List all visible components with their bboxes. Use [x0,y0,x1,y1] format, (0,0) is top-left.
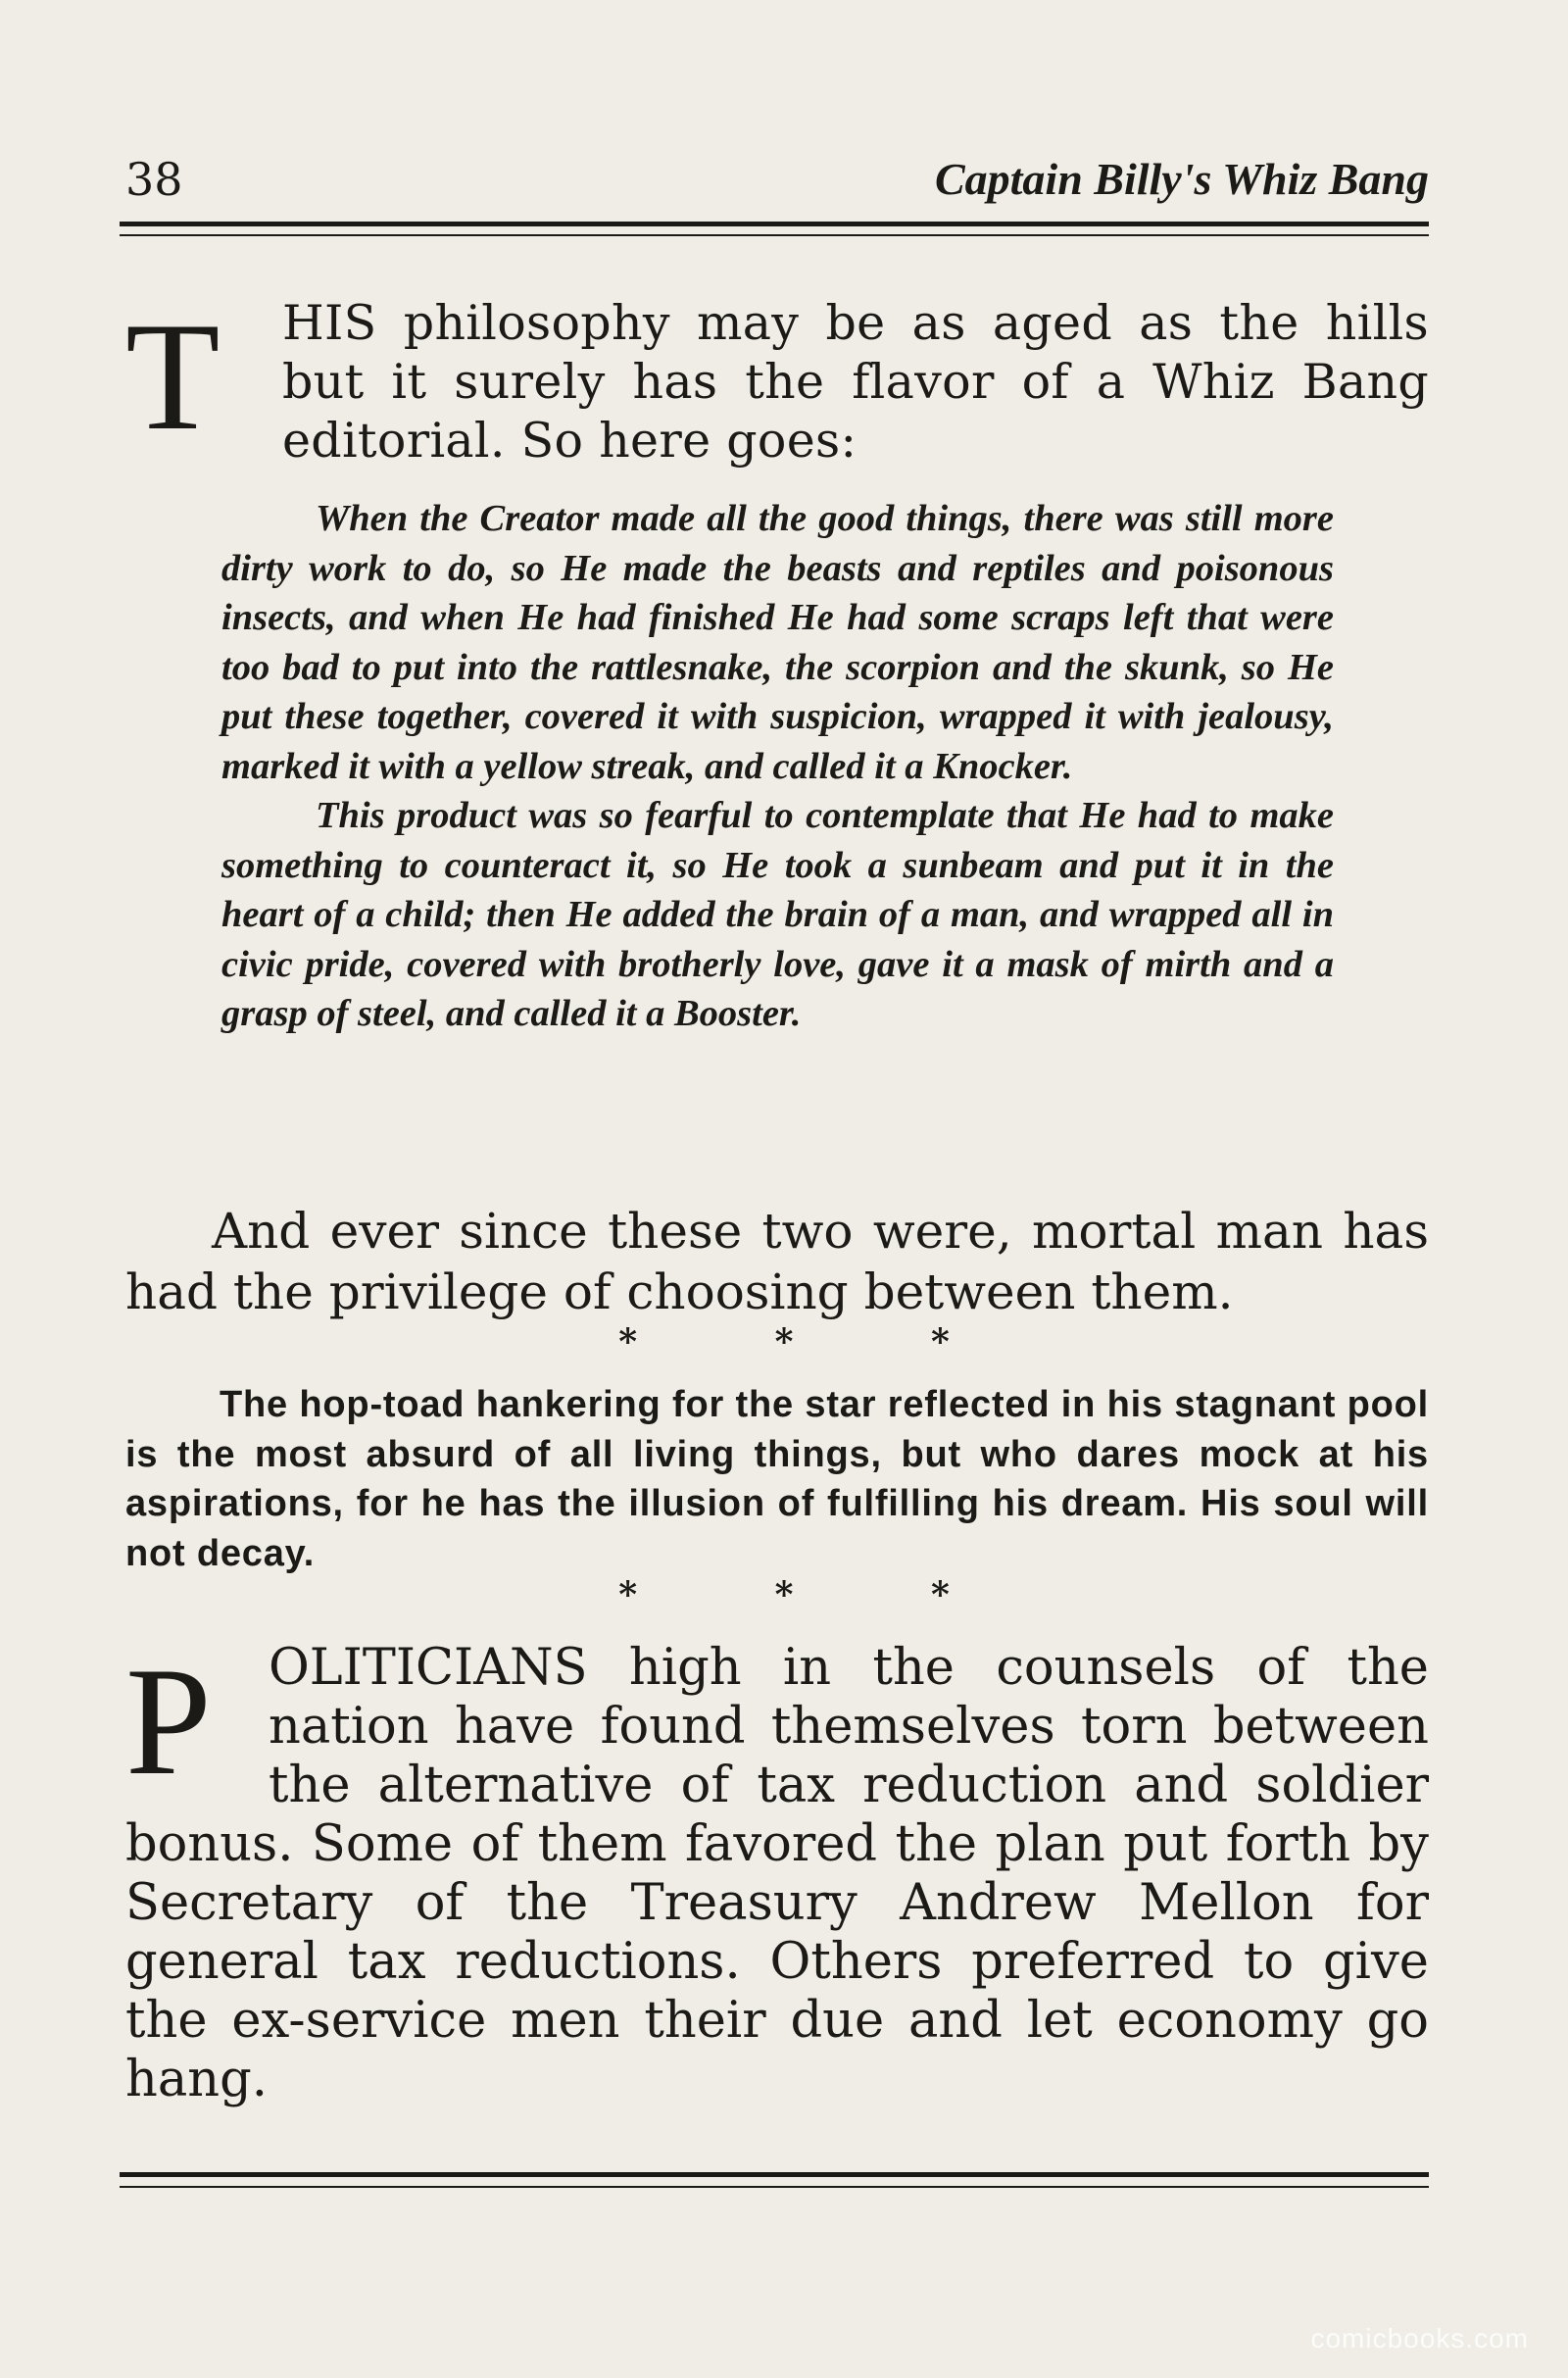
politicians-drop-cap: P [125,1636,212,1808]
running-title: Captain Billy's Whiz Bang [934,154,1429,204]
intro-drop-cap: T [125,291,220,463]
intro-section [125,291,1429,480]
verse-paragraph-knocker: When the Creator made all the good things, there was still more dirty work to do, so He made the beasts and reptiles and poisonous insects, and when He had finished He had some scraps left that were too bad to put into the rattlesnake, the scorpion and the skunk, so He put these together, covered it with suspicion, wrapped it with jealousy, marked it with a yellow streak, and called it a Knocker. [221,498,1334,787]
politicians-paragraph-wrap [125,1636,1429,2109]
footer-rule-thick [120,2172,1429,2177]
intro-paragraph: HIS philosophy may be as aged as the hills but it surely has the flavor of a Whiz Bang editorial. So here goes: [282,295,1429,469]
page-number: 38 [125,153,183,206]
politicians-paragraph: OLITICIANS high in the counsels of the nation have found themselves torn between the alternative of tax reduction and soldier bonus. Some of them favored the plan put forth by Secretary of the Treasury Andrew Mellon for general tax reductions. Others preferred to give the ex-service men their due and let economy go hang. [125,1639,1429,2108]
section-separator: * * * [618,1321,1012,1362]
header-rule-thin [120,234,1429,236]
header-rule-thick [120,222,1429,226]
site-watermark: comicbooks.com [1310,2323,1529,2353]
knocker-booster-verse [221,494,1334,1039]
verse-paragraph-booster: This product was so fearful to contemplate that He had to make something to counteract it, so He took a sunbeam and put it in the heart of a child; then He added the brain of a man, and wrapped all in civic pride, covered with brotherly love, gave it a mask of mirth and a grasp of steel, and called it a Booster. [221,795,1334,1034]
conclusion-paragraph: And ever since these two were, mortal man has had the privilege of choosing between them. [125,1203,1429,1320]
hoptoad-paragraph: The hop-toad hankering for the star reflected in his stagnant pool is the most absurd of all living things, but who dares mock at his aspirations, for he has the illusion of fulfilling his dream. His soul will not decay. [125,1384,1429,1574]
section-separator: * * * [618,1574,1012,1615]
footer-rule-thin [120,2186,1429,2188]
politicians-section [125,1636,1429,2109]
page-header [125,147,1429,216]
